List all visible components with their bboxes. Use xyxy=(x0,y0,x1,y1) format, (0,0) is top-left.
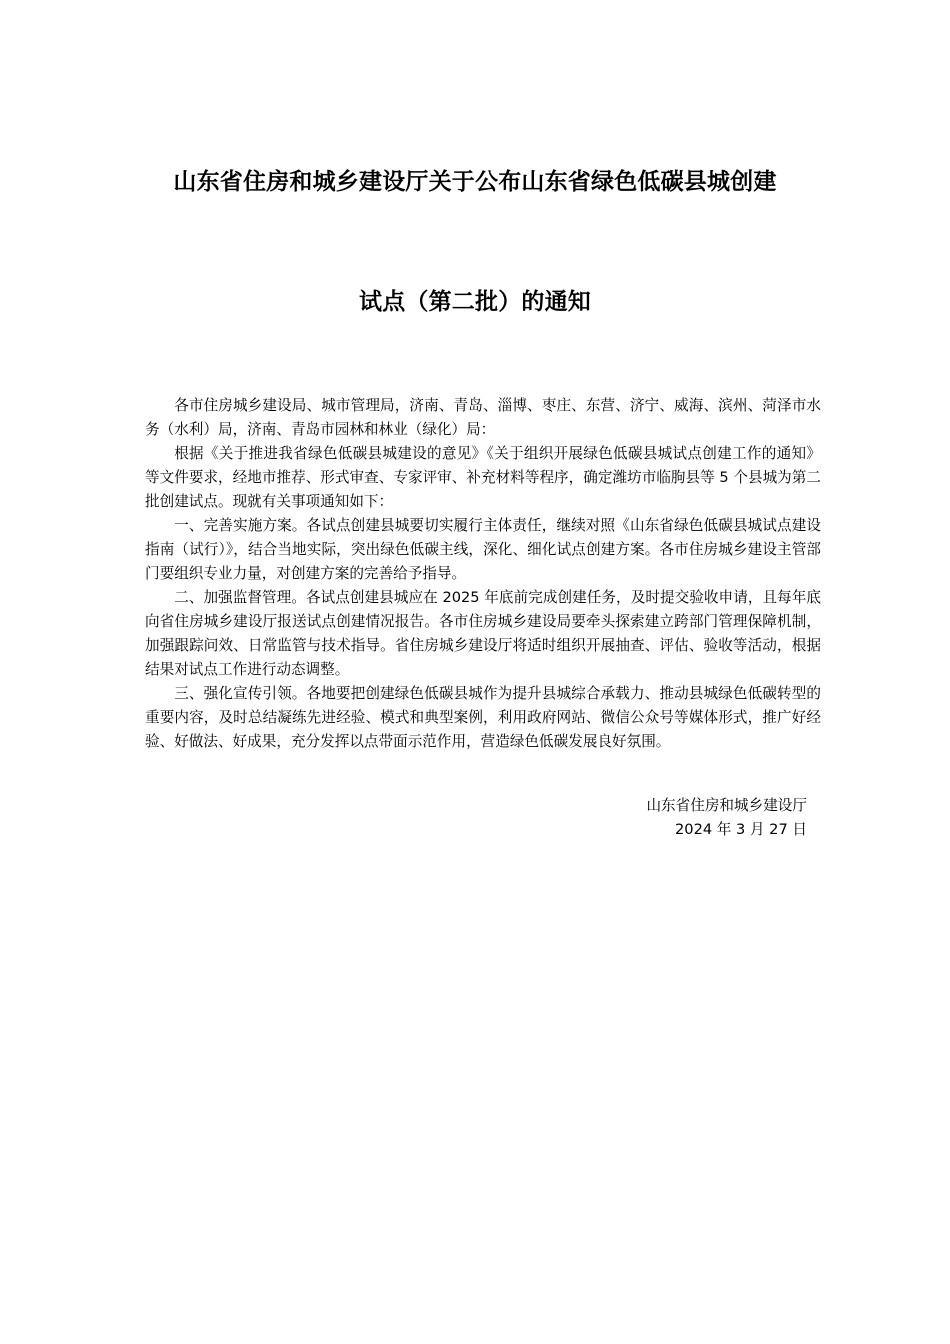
salutation: 各市住房城乡建设局、城市管理局，济南、青岛、淄博、枣庄、东营、济宁、威海、滨州、菏泽市水务（水利）局，济南、青岛市园林和林业（绿化）局： xyxy=(145,397,821,438)
document-body xyxy=(145,394,821,754)
paragraph-section-3: 三、强化宣传引领。各地要把创建绿色低碳县城作为提升县城综合承载力、推动县城绿色低碳转型的重要内容，及时总结凝练先进经验、模式和典型案例，利用政府网站、微信公众号等媒体形式，推广好经验、好做法、好成果，充分发挥以点带面示范作用，营造绿色低碳发展良好氛围。 xyxy=(145,685,821,750)
signature-org: 山东省住房和城乡建设厅 xyxy=(646,797,807,814)
document-title-line-1: 山东省住房和城乡建设厅关于公布山东省绿色低碳县城创建 xyxy=(173,169,777,195)
signature-date: 2024 年 3 月 27 日 xyxy=(675,821,807,838)
signature-block xyxy=(646,794,807,842)
document-title-line-2: 试点（第二批）的通知 xyxy=(359,289,591,315)
paragraph-intro: 根据《关于推进我省绿色低碳县城建设的意见》《关于组织开展绿色低碳县城试点创建工作的通知》等文件要求，经地市推荐、形式审查、专家评审、补充材料等程序，确定潍坊市临朐县等 5 个县城为第二批创建试点。现就有关事项通知如下： xyxy=(145,445,821,510)
paragraph-section-2: 二、加强监督管理。各试点创建县城应在 2025 年底前完成创建任务，及时提交验收申请，且每年底向省住房城乡建设厅报送试点创建情况报告。各市住房城乡建设局要牵头探索建立跨部门管理保障机制，加强跟踪问效、日常监管与技术指导。省住房城乡建设厅将适时组织开展抽查、评估、验收等活动，根据结果对试点工作进行动态调整。 xyxy=(145,589,821,678)
paragraph-section-1: 一、完善实施方案。各试点创建县城要切实履行主体责任，继续对照《山东省绿色低碳县城试点建设指南（试行）》，结合当地实际，突出绿色低碳主线，深化、细化试点创建方案。各市住房城乡建设主管部门要组织专业力量，对创建方案的完善给予指导。 xyxy=(145,517,821,582)
